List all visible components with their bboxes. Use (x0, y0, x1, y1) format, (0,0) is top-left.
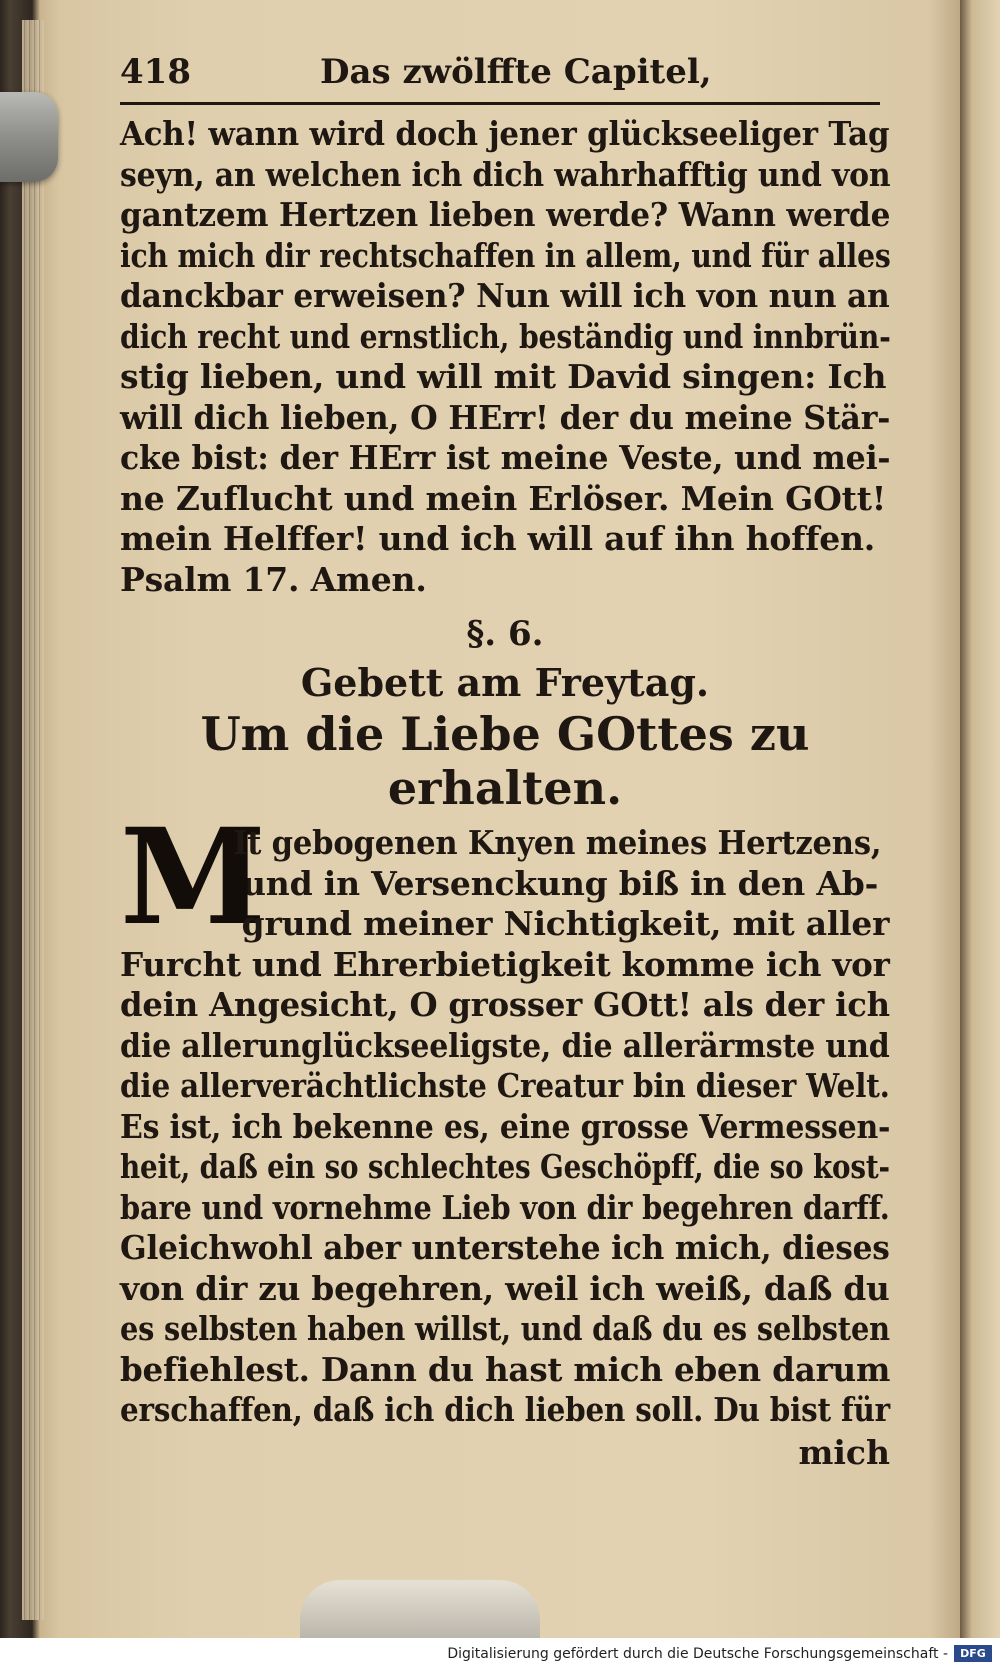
catchword: mich (798, 1432, 890, 1472)
page-text (120, 52, 940, 1472)
section-number: §. 6. (466, 614, 544, 654)
prayer-title: Gebett am Freytag. (300, 660, 710, 705)
text-line: ne Zuflucht und mein Erlöser. Mein GOtt! (120, 478, 887, 518)
text-line: danckbar erweisen? Nun will ich von nun an (120, 276, 890, 315)
text-line: grund meiner Nichtigkeit, mit aller (241, 904, 890, 943)
text-line: und in Versenckung biß in den Ab- (242, 863, 879, 903)
text-line: seyn, an welchen ich dich wahrhafftig und von (120, 154, 891, 194)
text-line: die allerunglückseeligste, die allerärmste und (120, 1025, 890, 1065)
text-line: Gleichwohl aber unterstehe ich mich, dieses (120, 1228, 890, 1267)
text-line: It gebogenen Knyen meines Hertzens, (233, 823, 882, 862)
text-line: mein Helffer! und ich will auf ihn hoffen. (120, 519, 876, 558)
facing-page-edge (960, 0, 1000, 1638)
thumb-shadow (300, 1580, 540, 1638)
header-rule (120, 102, 880, 105)
text-line: ich mich dir rechtschaffen in allem, und für alles (120, 235, 891, 275)
running-title: Das zwölffte Capitel, (320, 52, 712, 92)
text-line: dich recht und ernstlich, beständig und innbrün- (120, 316, 891, 356)
funding-notice: Digitalisierung gefördert durch die Deutsche Forschungsgemeinschaft - (447, 1646, 948, 1662)
dfg-logo[interactable]: DFG (954, 1645, 992, 1662)
page-number: 418 (120, 52, 191, 92)
text-line: cke bist: der HErr ist meine Veste, und mei- (120, 438, 891, 477)
footer-bar (0, 1638, 1000, 1669)
prayer-subtitle: Um die Liebe GOttes zu erhalten. (200, 707, 810, 815)
text-line: Es ist, ich bekenne es, eine grosse Vermessen- (120, 1106, 891, 1146)
text-line: dein Angesicht, O grosser GOtt! als der ich (120, 985, 890, 1024)
text-line: erschaffen, daß ich dich lieben soll. Du bist für (120, 1390, 890, 1429)
text-line: heit, daß ein so schlechtes Geschöpff, die so kost- (120, 1147, 890, 1186)
page-header (120, 52, 940, 104)
text-line: die allerverächtlichste Creatur bin dieser Welt. (120, 1066, 890, 1105)
paragraph-2 (120, 800, 891, 1431)
page-clip (0, 92, 58, 182)
page-edges (22, 20, 44, 1620)
text-line: gantzem Hertzen lieben werde? Wann werde (120, 195, 891, 234)
text-line: stig lieben, und will mit David singen: Ich (120, 357, 887, 396)
text-line: Ach! wann wird doch jener glückseeliger Tag (120, 114, 890, 153)
text-line: Psalm 17. Amen. (120, 559, 427, 599)
text-line: will dich lieben, O HErr! der du meine Stär- (120, 397, 891, 437)
text-line: von dir zu begehren, weil ich weiß, daß du (120, 1268, 890, 1308)
text-line: es selbsten haben willst, und daß du es selbsten (120, 1309, 890, 1348)
text-line: bare und vornehme Lieb von dir begehren darff. (120, 1187, 890, 1227)
text-line: befiehlest. Dann du hast mich eben darum (120, 1349, 891, 1389)
paragraph-1 (120, 114, 890, 600)
text-line: Furcht und Ehrerbietigkeit komme ich vor (120, 944, 890, 984)
drop-cap-initial: M (120, 800, 266, 955)
